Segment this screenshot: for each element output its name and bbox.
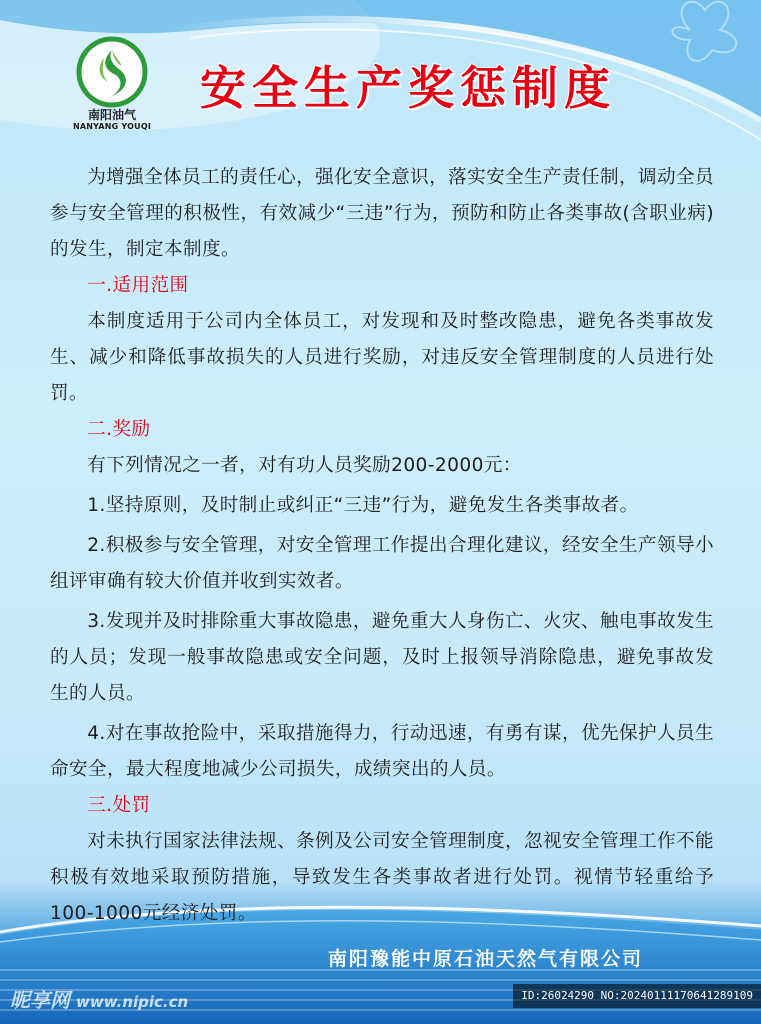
watermark-id: ID:26024290 NO:20240111170641289109: [513, 984, 761, 1008]
reward-item-2: 2.积极参与安全管理，对安全管理工作提出合理化建议，经安全生产领导小组评审确有较大价值并收到实效者。: [50, 535, 714, 592]
section-heading-rewards: 二.奖励: [87, 419, 151, 440]
reward-item-4: 4.对在事故抢险中，采取措施得力，行动迅速，有勇有谋，优先保护人员生命安全，最大程度地减少公司损失，成绩突出的人员。: [50, 723, 714, 780]
watermark-site: [10, 984, 188, 1013]
logo-name-en: NANYANG YOUQI: [72, 122, 152, 131]
scope-paragraph: 本制度适用于公司内全体员工，对发现和及时整改隐患，避免各类事故发生、减少和降低事故损失的人员进行奖励，对违反安全管理制度的人员进行处罚。: [50, 311, 714, 404]
document-body: [50, 160, 714, 932]
watermark-url: www.nipic.cn: [76, 993, 189, 1011]
logo-name-cn: 南阳油气: [87, 108, 136, 122]
rewards-intro-paragraph: 有下列情况之一者，对有功人员奖励200-2000元：: [87, 455, 522, 476]
page-title: 安全生产奖惩制度: [200, 61, 616, 115]
penalties-paragraph: 对未执行国家法律法规、条例及公司安全管理制度，忽视安全管理工作不能积极有效地采取预防措施，导致发生各类事故者进行处罚。视情节轻重给予100-1000元经济处罚。: [50, 831, 714, 924]
logo-emblem-icon: [76, 36, 148, 108]
section-heading-scope: 一.适用范围: [87, 275, 189, 296]
reward-item-1: 1.坚持原则，及时制止或纠正“三违”行为，避免发生各类事故者。: [87, 495, 639, 516]
intro-paragraph: 为增强全体员工的责任心，强化安全意识，落实安全生产责任制，调动全员参与安全管理的积极性，有效减少“三违”行为，预防和防止各类事故(含职业病)的发生，制定本制度。: [50, 167, 714, 260]
company-name: 南阳豫能中原石油天然气有限公司: [328, 948, 644, 970]
reward-item-3: 3.发现并及时排除重大事故隐患，避免重大人身伤亡、火灾、触电事故发生的人员；发现一般事故隐患或安全问题，及时上报领导消除隐患，避免事故发生的人员。: [50, 611, 714, 704]
company-logo: [62, 36, 162, 132]
watermark-site-name: 昵享网: [10, 988, 70, 1012]
section-heading-penalties: 三.处罚: [87, 795, 151, 816]
